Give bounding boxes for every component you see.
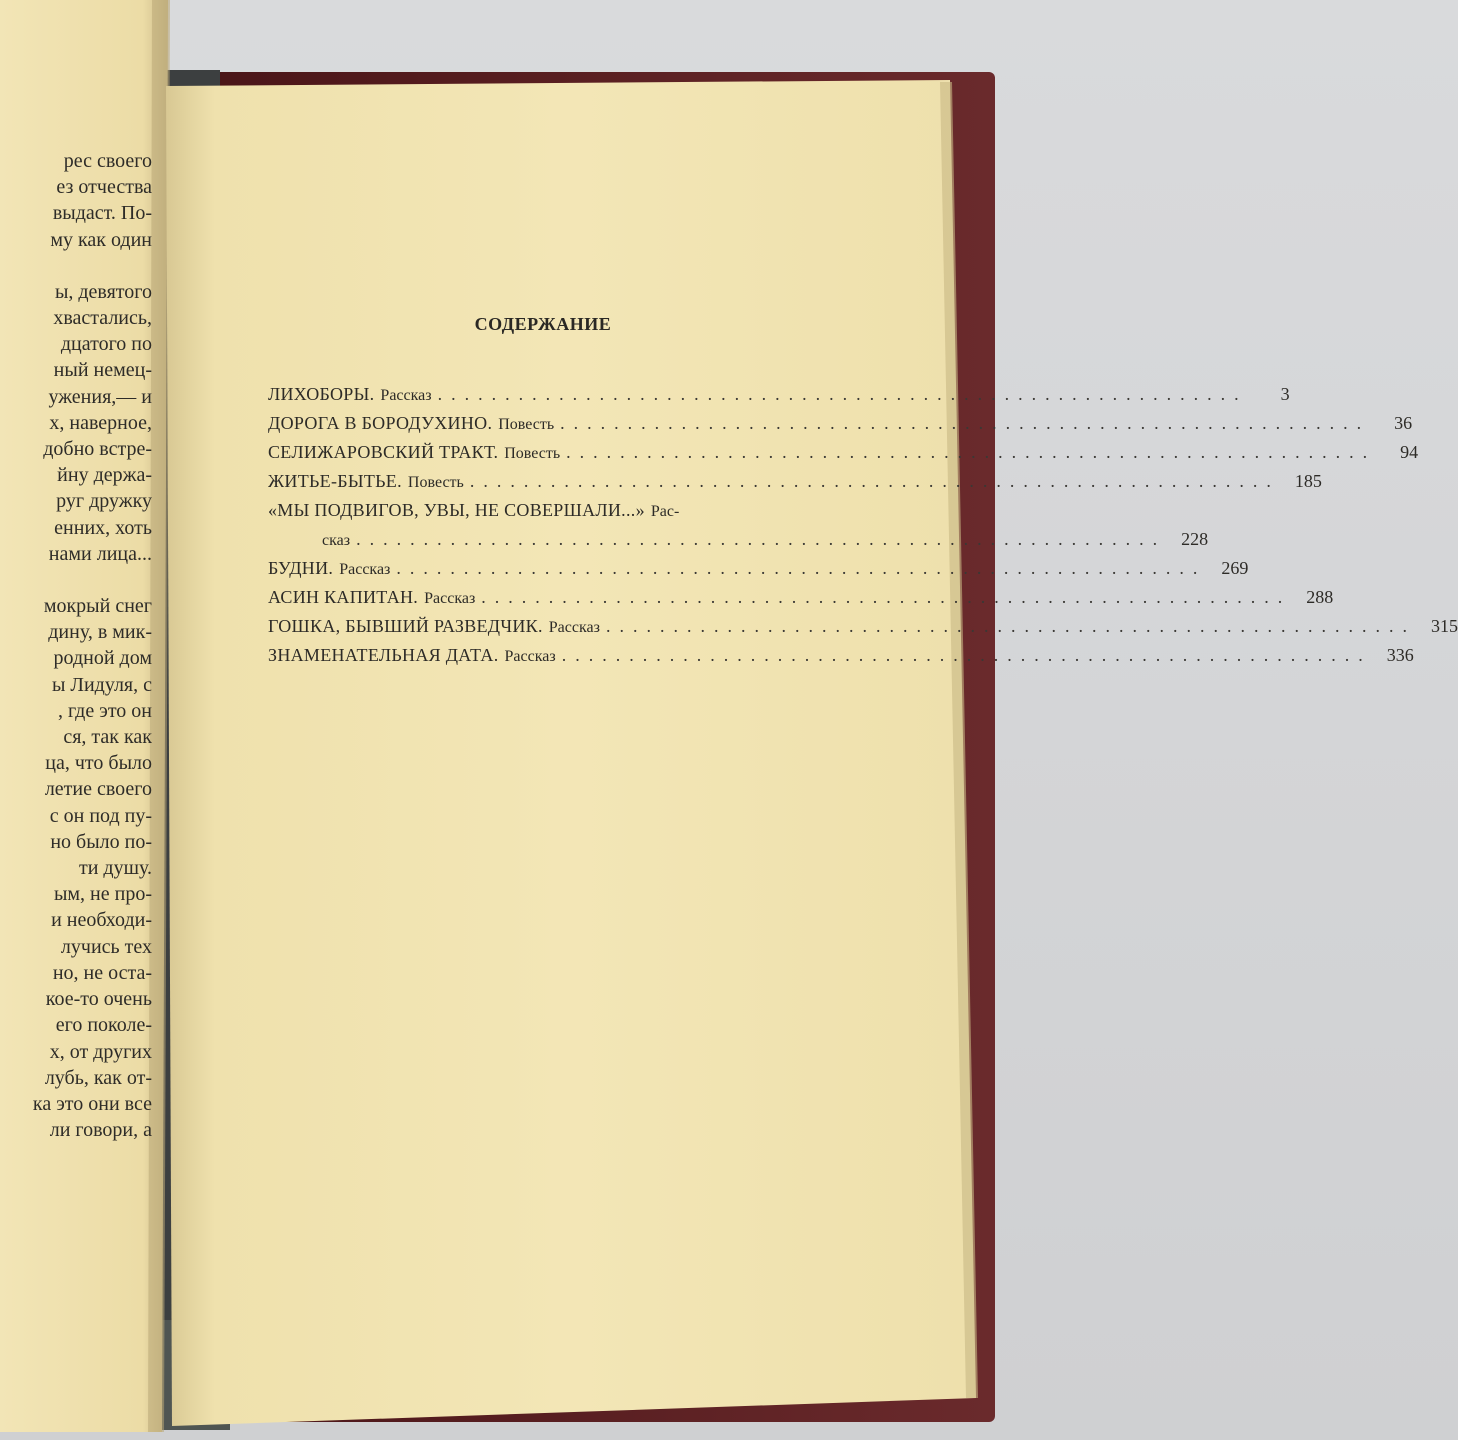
toc-entry-page: 336 <box>1386 645 1414 665</box>
toc-entry-page: 315 <box>1430 616 1458 636</box>
toc-entry-title: ЖИТЬЕ-БЫТЬЕ. <box>268 471 402 491</box>
toc-entry <box>268 558 1249 587</box>
toc-entry-title: «МЫ ПОДВИГОВ, УВЫ, НЕ СОВЕРШАЛИ...» <box>268 500 645 520</box>
left-page-line: му как один <box>50 228 152 251</box>
toc-entry-genre: Рассказ <box>504 648 556 665</box>
toc-leader-dots: ............................................................ <box>396 558 1207 578</box>
toc-entry-page: 185 <box>1294 471 1322 491</box>
toc-entry-page: 94 <box>1400 442 1419 462</box>
left-page-line: ца, что было <box>45 752 152 775</box>
toc-entry-page: 228 <box>1181 529 1209 549</box>
left-page-line: с он под пу- <box>49 804 152 827</box>
left-page-line: ли говори, а <box>49 1119 152 1142</box>
left-page-line: х, от других <box>49 1040 152 1063</box>
toc-entry-genre: Рассказ <box>339 561 391 578</box>
left-page-line: но было по- <box>50 830 152 853</box>
toc-leader-dots: ............................................................ <box>481 587 1292 607</box>
toc-entry-genre: Рассказ <box>380 387 432 404</box>
toc-entry-genre: Рассказ <box>424 590 476 607</box>
left-page-line: дину, в мик- <box>48 621 152 644</box>
toc-entry-title: АСИН КАПИТАН. <box>268 587 419 607</box>
left-page-line: ез отчества <box>56 176 152 199</box>
toc-entry-genre: Повесть <box>504 445 561 462</box>
toc-entry-page: 36 <box>1394 413 1413 433</box>
left-page-line: родной дом <box>53 647 152 670</box>
left-page-line: х, наверное, <box>49 411 152 434</box>
left-page-line: и необходи- <box>51 909 152 932</box>
left-page-line <box>0 567 152 593</box>
toc-entry <box>268 529 1209 558</box>
left-page-line: енних, хоть <box>54 516 152 539</box>
toc-entry <box>268 442 1419 471</box>
toc-leader-dots: ............................................................ <box>560 413 1371 433</box>
left-page-line: ти душу. <box>78 857 152 880</box>
toc-leader-dots: ............................................................ <box>469 471 1280 491</box>
left-page-text <box>0 148 152 1142</box>
left-page-line <box>0 253 152 279</box>
toc-entry-genre: Повесть <box>498 416 555 433</box>
left-page-line: но, не оста- <box>52 961 152 984</box>
left-page-line: его поколе- <box>55 1014 152 1037</box>
toc-leader-dots: ............................................................ <box>566 442 1377 462</box>
toc-entry-title: ЗНАМЕНАТЕЛЬНАЯ ДАТА. <box>268 645 499 665</box>
toc-leader-dots: ............................................................ <box>356 529 1167 549</box>
left-page-line: ым, не про- <box>53 883 152 906</box>
right-page <box>166 80 976 1426</box>
left-page-line: добно встре- <box>43 438 152 461</box>
left-page-line: ка это они все <box>32 1092 152 1115</box>
left-page-line: дцатого по <box>60 333 152 356</box>
left-page-line: ный немец- <box>53 359 152 382</box>
left-page-line: йну держа- <box>57 464 152 487</box>
toc-entry <box>268 645 1414 674</box>
left-page-line: выдаст. По- <box>52 202 152 225</box>
toc-entry <box>268 471 1322 500</box>
toc-leader-dots: ............................................................ <box>437 384 1248 404</box>
toc-entry-title: СЕЛИЖАРОВСКИЙ ТРАКТ. <box>268 442 499 462</box>
left-page-line: нами лица... <box>48 542 152 565</box>
toc-entry-genre: Рассказ <box>548 619 600 636</box>
left-page-line: ы Лидуля, с <box>51 673 152 696</box>
toc-entry <box>268 413 1413 442</box>
left-page-line: ся, так как <box>63 726 152 749</box>
toc-leader-dots: ............................................................ <box>605 616 1416 636</box>
toc-entry-page: 288 <box>1306 587 1334 607</box>
left-page-line: ы, девятого <box>54 280 152 303</box>
toc-entry <box>268 500 820 529</box>
left-page-line: ужения,— и <box>48 385 152 408</box>
toc-leader-dots: ............................................................ <box>561 645 1372 665</box>
toc-entry-page: 3 <box>1280 384 1290 404</box>
toc-entry-title: ДОРОГА В БОРОДУХИНО. <box>268 413 493 433</box>
left-page-line: руг дружку <box>56 490 152 513</box>
left-page-line: рес своего <box>63 150 152 172</box>
toc-heading: СОДЕРЖАНИЕ <box>474 314 612 334</box>
table-of-contents <box>268 384 1458 674</box>
left-page-line: лучись тех <box>60 935 152 958</box>
toc-entry-genre: Рас- <box>650 503 680 520</box>
toc-entry <box>268 587 1334 616</box>
toc-entry-title: ГОШКА, БЫВШИЙ РАЗВЕДЧИК. <box>268 616 543 636</box>
toc-entry-title: БУДНИ. <box>268 558 334 578</box>
left-page-line: кое-то очень <box>45 988 152 1011</box>
left-page-line: лубь, как от- <box>44 1066 152 1089</box>
left-page-line: хвастались, <box>53 307 152 330</box>
left-page-line: мокрый снег <box>43 595 152 618</box>
toc-entry-page: 269 <box>1221 558 1249 578</box>
toc-entry-genre: Повесть <box>407 474 464 491</box>
toc-entry-title: ЛИХОБОРЫ. <box>268 384 375 404</box>
toc-entry-genre: сказ <box>322 532 351 549</box>
toc-entry <box>268 384 1290 413</box>
left-page-line: летие своего <box>44 778 152 801</box>
toc-entry <box>268 616 1458 645</box>
left-page-line: , где это он <box>57 699 152 722</box>
